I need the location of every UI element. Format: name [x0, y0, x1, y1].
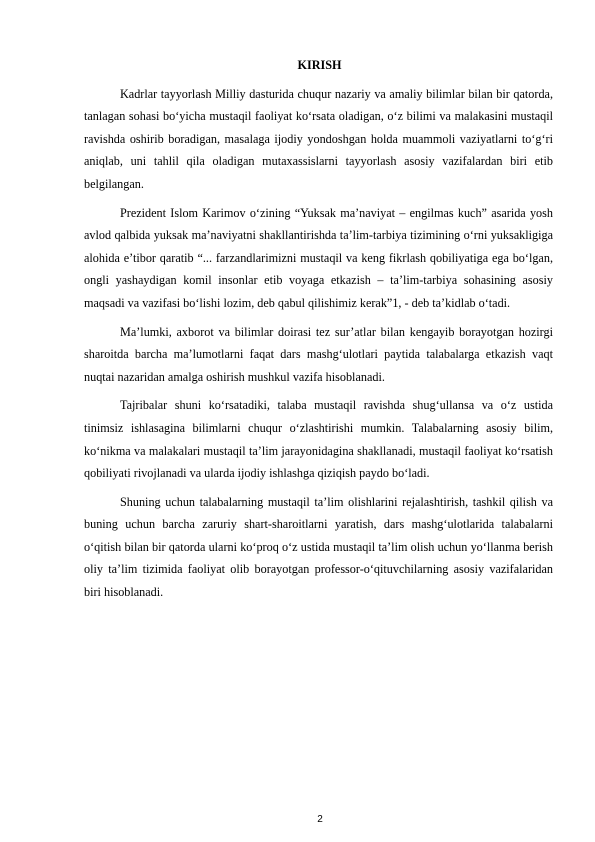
paragraph-1: Kadrlar tayyorlash Milliy dasturida chuqur nazariy va amaliy bilimlar bilan bir qatorda, tanlagan sohasi bo‘yicha mustaqil faoliyat ko‘rsata oladigan, o‘z bilimi va malakasini mustaqil ravishda oshirib boradigan, masalaga ijodiy yondoshgan holda muammoli vaziyatlarni to‘g‘ri aniqlab, uni tahlil qila oladigan mutaxassislarni tayyorlash asosiy vazifalardan biri etib belgilangan.	[84, 86, 553, 191]
section-title: KIRISH	[297, 58, 342, 72]
paragraph-5: Shuning uchun talabalarning mustaqil ta’lim olishlarini rejalashtirish, tashkil qilish va buning uchun barcha zaruriy shart-sharoitlarni yaratish, dars mashg‘ulotlarida talabalarni o‘qitish bilan bir qatorda ularni ko‘proq o‘z ustida mustaqil ta’lim olish uchun yo‘llanma berish oliy ta’lim tizimida faoliyat olib borayotgan professor-o‘qituvchilarning asosiy vazifalaridan biri hisoblanadi.	[84, 494, 553, 600]
paragraph-4: Tajribalar shuni ko‘rsatadiki, talaba mustaqil ravishda shug‘ullansa va o‘z ustida tinimsiz ishlasagina bilimlarni chuqur o‘zlashtirishi mumkin. Talabalarning asosiy bilim, ko‘nikma va malakalari mustaqil ta’lim jarayonidagina shakllanadi, mustaqil faoliyat ko‘rsatish qobiliyati rivojlanadi va ularda ijodiy ishlashga qiziqish paydo bo‘ladi.	[84, 398, 553, 481]
paragraph-2: Prezident Islom Karimov o‘zining “Yuksak ma’naviyat – engilmas kuch” asarida yosh avlod qalbida yuksak ma’naviyatni shakllantirishda ta’lim-tarbiya tizimining o‘rni yuksakligiga alohida e’tibor qaratib “... farzandlarimizni mustaqil va keng fikrlash qobiliyatiga ega bo‘lgan, ongli yashaydigan komil insonlar etib voyaga etkazish – ta’lim-tarbiya sohasining asosiy maqsadi va vazifasi bo‘lishi lozim, deb qabul qilishimiz kerak”1, - deb ta’kidlab o‘tadi.	[84, 205, 553, 310]
paragraph-3: Ma’lumki, axborot va bilimlar doirasi tez sur’atlar bilan kengayib borayotgan hozirgi sharoitda barcha ma’lumotlarni faqat dars mashg‘ulotlari paytida talabalarga etkazish vaqt nuqtai nazaridan amalga oshirish mushkul vazifa hisoblanadi.	[84, 324, 553, 384]
page-number: 2	[317, 814, 323, 825]
document-body	[84, 54, 553, 610]
